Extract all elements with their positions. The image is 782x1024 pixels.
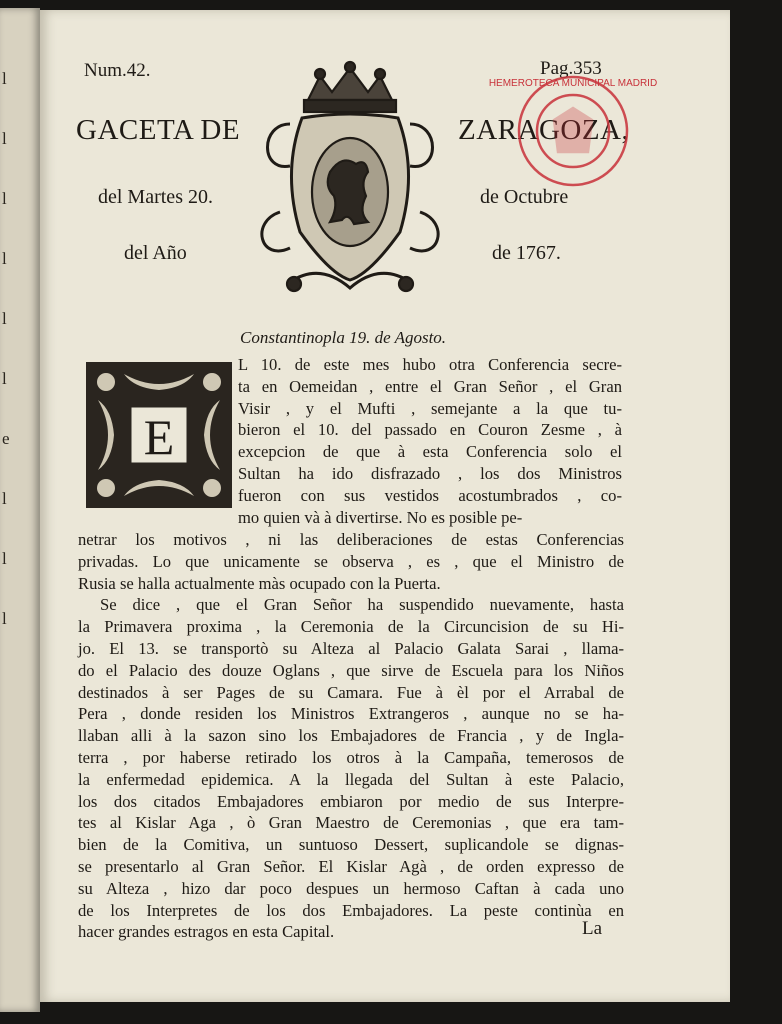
facing-page-glyph: l	[2, 309, 7, 328]
paragraph-1-indented	[238, 354, 622, 528]
paragraph-2-line: tes al Kislar Aga , ò Gran Maestro de Ceremonias , que era tam-	[78, 813, 624, 833]
paragraph-1-line: Visir , y el Mufti , semejante a la que tu-	[238, 398, 622, 418]
catchword: La	[582, 918, 603, 939]
facing-page-glyph: l	[2, 369, 7, 388]
paragraph-1-line: netrar los motivos , ni las deliberaciones de estas Conferencias	[78, 530, 624, 549]
paragraph-2-line: jo. El 13. se transportò su Alteza al Palacio Galata Sarai , llama-	[78, 638, 624, 658]
facing-page-glyph: l	[2, 549, 7, 568]
paragraph-1-line: mo quien và à divertirse. No es posible pe-	[238, 507, 523, 527]
paragraph-1-line: bieron el 10. del passado en Couron Zesme , à	[238, 420, 622, 440]
paragraph-2-line: su Alteza , hizo dar poco despues un hermoso Caftan à cada uno	[78, 878, 624, 898]
paragraph-2-line: destinados à ser Pages de su Camara. Fue à èl por el Arrabal de	[78, 682, 624, 702]
masthead-title-left: GACETA DE	[76, 114, 241, 146]
paragraph-1-continued	[78, 529, 624, 943]
facing-page-glyph: l	[2, 129, 7, 148]
page-number: Pag.353	[540, 58, 602, 79]
paragraph-1-line: fueron con sus vestidos acostumbrados , co-	[238, 485, 622, 505]
paragraph-1-line: Sultan ha ido disfrazado , los dos Ministros	[238, 463, 622, 483]
paragraph-2-line: hacer grandes estragos en esta Capital.	[78, 922, 335, 942]
paragraph-1-line: excepcion de que à esta Conferencia solo el	[238, 442, 622, 462]
year-label: del Año	[124, 242, 187, 264]
initial-letter: E	[143, 409, 175, 465]
paragraph-1-line: Rusia se halla actualmente màs ocupado con la Puerta.	[78, 573, 441, 593]
facing-page-glyph: l	[2, 249, 7, 268]
library-stamp	[488, 72, 658, 190]
facing-page-glyph: l	[2, 69, 7, 88]
paragraph-2-line: de los Interpretes de los dos Embajadores. La peste continùa en	[78, 900, 624, 920]
dateline: Constantinopla 19. de Agosto.	[240, 328, 447, 347]
facing-page-glyph: e	[2, 429, 10, 448]
paragraph-2-line: Se dice , que el Gran Señor ha suspendido nuevamente, hasta	[100, 595, 624, 615]
coat-of-arms-emblem	[250, 62, 450, 298]
facing-page-glyph: l	[2, 609, 7, 628]
facing-page-glyph: l	[2, 189, 7, 208]
paragraph-2-line: Pera , donde residen los Ministros Extrangeros , aunque no se ha-	[78, 704, 624, 724]
paragraph-2-line: la Primavera proxima , la Ceremonia de la Circuncision de su Hi-	[78, 617, 624, 637]
paragraph-2-line: se presentarlo al Gran Señor. El Kislar Agà , de orden expresso de	[78, 856, 624, 876]
paragraph-1-line: ta en Oemeidan , entre el Gran Señor , el Gran	[238, 376, 622, 396]
stamp-text: HEMEROTECA MUNICIPAL MADRID	[488, 78, 658, 89]
facing-page-edge	[0, 8, 40, 1012]
paragraph-2-line: llaban alli à la sazon sino los Embajadores de Francia , y de Ingla-	[78, 726, 624, 746]
gazette-page	[40, 10, 730, 1002]
paragraph-1-line: privadas. Lo que unicamente se observa , es , que el Ministro de	[78, 551, 624, 571]
paragraph-1-line: L 10. de este mes hubo otra Conferencia secre-	[238, 355, 622, 374]
facing-page-glyph: l	[2, 489, 7, 508]
year-value: de 1767.	[492, 242, 561, 264]
paragraph-2-line: la enfermedad epidemica. A la llegada del Sultan à este Palacio,	[78, 769, 624, 789]
paragraph-2-line: terra , por haberse retirado los otros à la Campaña, temerosos de	[78, 747, 624, 767]
issue-number: Num.42.	[84, 60, 151, 81]
date-month: de Octubre	[480, 186, 569, 208]
paragraph-2-line: los dos citados Embajadores embiaron por medio de sus Interpre-	[78, 791, 624, 811]
paragraph-2-line: bien de la Comitiva, un suntuoso Dessert, suplicandole se dignas-	[78, 835, 624, 855]
paragraph-2-line: do el Palacio des douze Oglans , que sirve de Escuela para los Niños	[78, 660, 624, 680]
masthead-title-right: ZARAGOZA,	[458, 114, 630, 146]
date-day: del Martes 20.	[98, 186, 213, 208]
decorated-initial-e	[84, 360, 234, 510]
